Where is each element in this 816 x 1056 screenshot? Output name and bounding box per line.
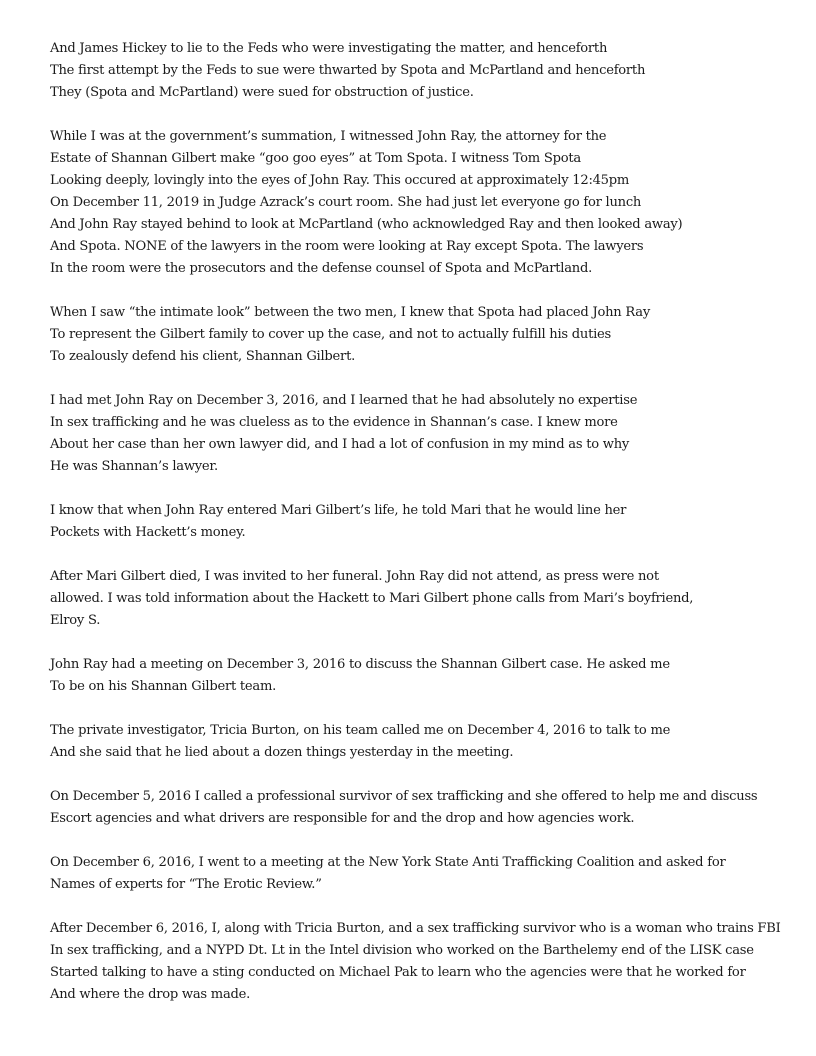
text-line: On December 6, 2016, I went to a meeting at the New York State Anti Trafficking Coalition and asked for — [50, 855, 726, 870]
text-line: And she said that he lied about a dozen things yesterday in the meeting. — [50, 745, 514, 760]
text-line: Elroy S. — [50, 613, 101, 628]
text-line: When I saw “the intimate look” between the two men, I knew that Spota had placed John Ray — [50, 305, 650, 320]
text-line: In sex trafficking, and a NYPD Dt. Lt in the Intel division who worked on the Barthelemy end of the LISK case — [50, 943, 754, 958]
text-line: I had met John Ray on December 3, 2016, and I learned that he had absolutely no expertise — [50, 393, 638, 408]
text-line: On December 11, 2019 in Judge Azrack’s court room. She had just let everyone go for lunch — [50, 195, 642, 210]
text-line: On December 5, 2016 I called a professional survivor of sex trafficking and she offered to help me and discuss — [50, 789, 758, 804]
text-line: Names of experts for “The Erotic Review.” — [50, 877, 322, 892]
paragraph — [50, 390, 780, 478]
paragraph — [50, 786, 780, 830]
paragraph — [50, 918, 780, 1006]
text-line: I know that when John Ray entered Mari Gilbert’s life, he told Mari that he would line her — [50, 503, 627, 518]
text-line: Pockets with Hackett’s money. — [50, 525, 246, 540]
text-line: And Spota. NONE of the lawyers in the room were looking at Ray except Spota. The lawyers — [50, 239, 644, 254]
text-line: The private investigator, Tricia Burton, on his team called me on December 4, 2016 to talk to me — [50, 723, 671, 738]
document-page — [50, 38, 780, 1028]
paragraph — [50, 654, 780, 698]
text-line: allowed. I was told information about the Hackett to Mari Gilbert phone calls from Mari’s boyfriend, — [50, 591, 694, 606]
text-line: In the room were the prosecutors and the defense counsel of Spota and McPartland. — [50, 261, 592, 276]
paragraph — [50, 720, 780, 764]
paragraph — [50, 500, 780, 544]
paragraph — [50, 852, 780, 896]
text-line: After December 6, 2016, I, along with Tricia Burton, and a sex trafficking survivor who is a woman who trains FBI — [50, 921, 781, 936]
text-line: About her case than her own lawyer did, and I had a lot of confusion in my mind as to why — [50, 437, 630, 452]
text-line: Started talking to have a sting conducted on Michael Pak to learn who the agencies were that he worked for — [50, 965, 746, 980]
paragraph — [50, 38, 780, 104]
text-line: To represent the Gilbert family to cover up the case, and not to actually fulfill his duties — [50, 327, 612, 342]
paragraph — [50, 126, 780, 280]
text-line: To zealously defend his client, Shannan Gilbert. — [50, 349, 355, 364]
text-line: Estate of Shannan Gilbert make “goo goo eyes” at Tom Spota. I witness Tom Spota — [50, 151, 581, 166]
text-line: And James Hickey to lie to the Feds who were investigating the matter, and henceforth — [50, 41, 608, 56]
text-line: Escort agencies and what drivers are responsible for and the drop and how agencies work. — [50, 811, 635, 826]
paragraph — [50, 302, 780, 368]
text-line: John Ray had a meeting on December 3, 2016 to discuss the Shannan Gilbert case. He asked me — [50, 657, 670, 672]
paragraph — [50, 566, 780, 632]
text-line: After Mari Gilbert died, I was invited to her funeral. John Ray did not attend, as press were not — [50, 569, 659, 584]
text-line: They (Spota and McPartland) were sued for obstruction of justice. — [50, 85, 474, 100]
text-line: In sex trafficking and he was clueless as to the evidence in Shannan’s case. I knew more — [50, 415, 618, 430]
text-line: To be on his Shannan Gilbert team. — [50, 679, 277, 694]
text-line: And where the drop was made. — [50, 987, 251, 1002]
text-line: Looking deeply, lovingly into the eyes of John Ray. This occured at approximately 12:45pm — [50, 173, 630, 188]
text-line: While I was at the government’s summation, I witnessed John Ray, the attorney for the — [50, 129, 607, 144]
text-line: The first attempt by the Feds to sue were thwarted by Spota and McPartland and henceforth — [50, 63, 646, 78]
text-line: He was Shannan’s lawyer. — [50, 459, 218, 474]
text-line: And John Ray stayed behind to look at McPartland (who acknowledged Ray and then looked away) — [50, 217, 683, 232]
